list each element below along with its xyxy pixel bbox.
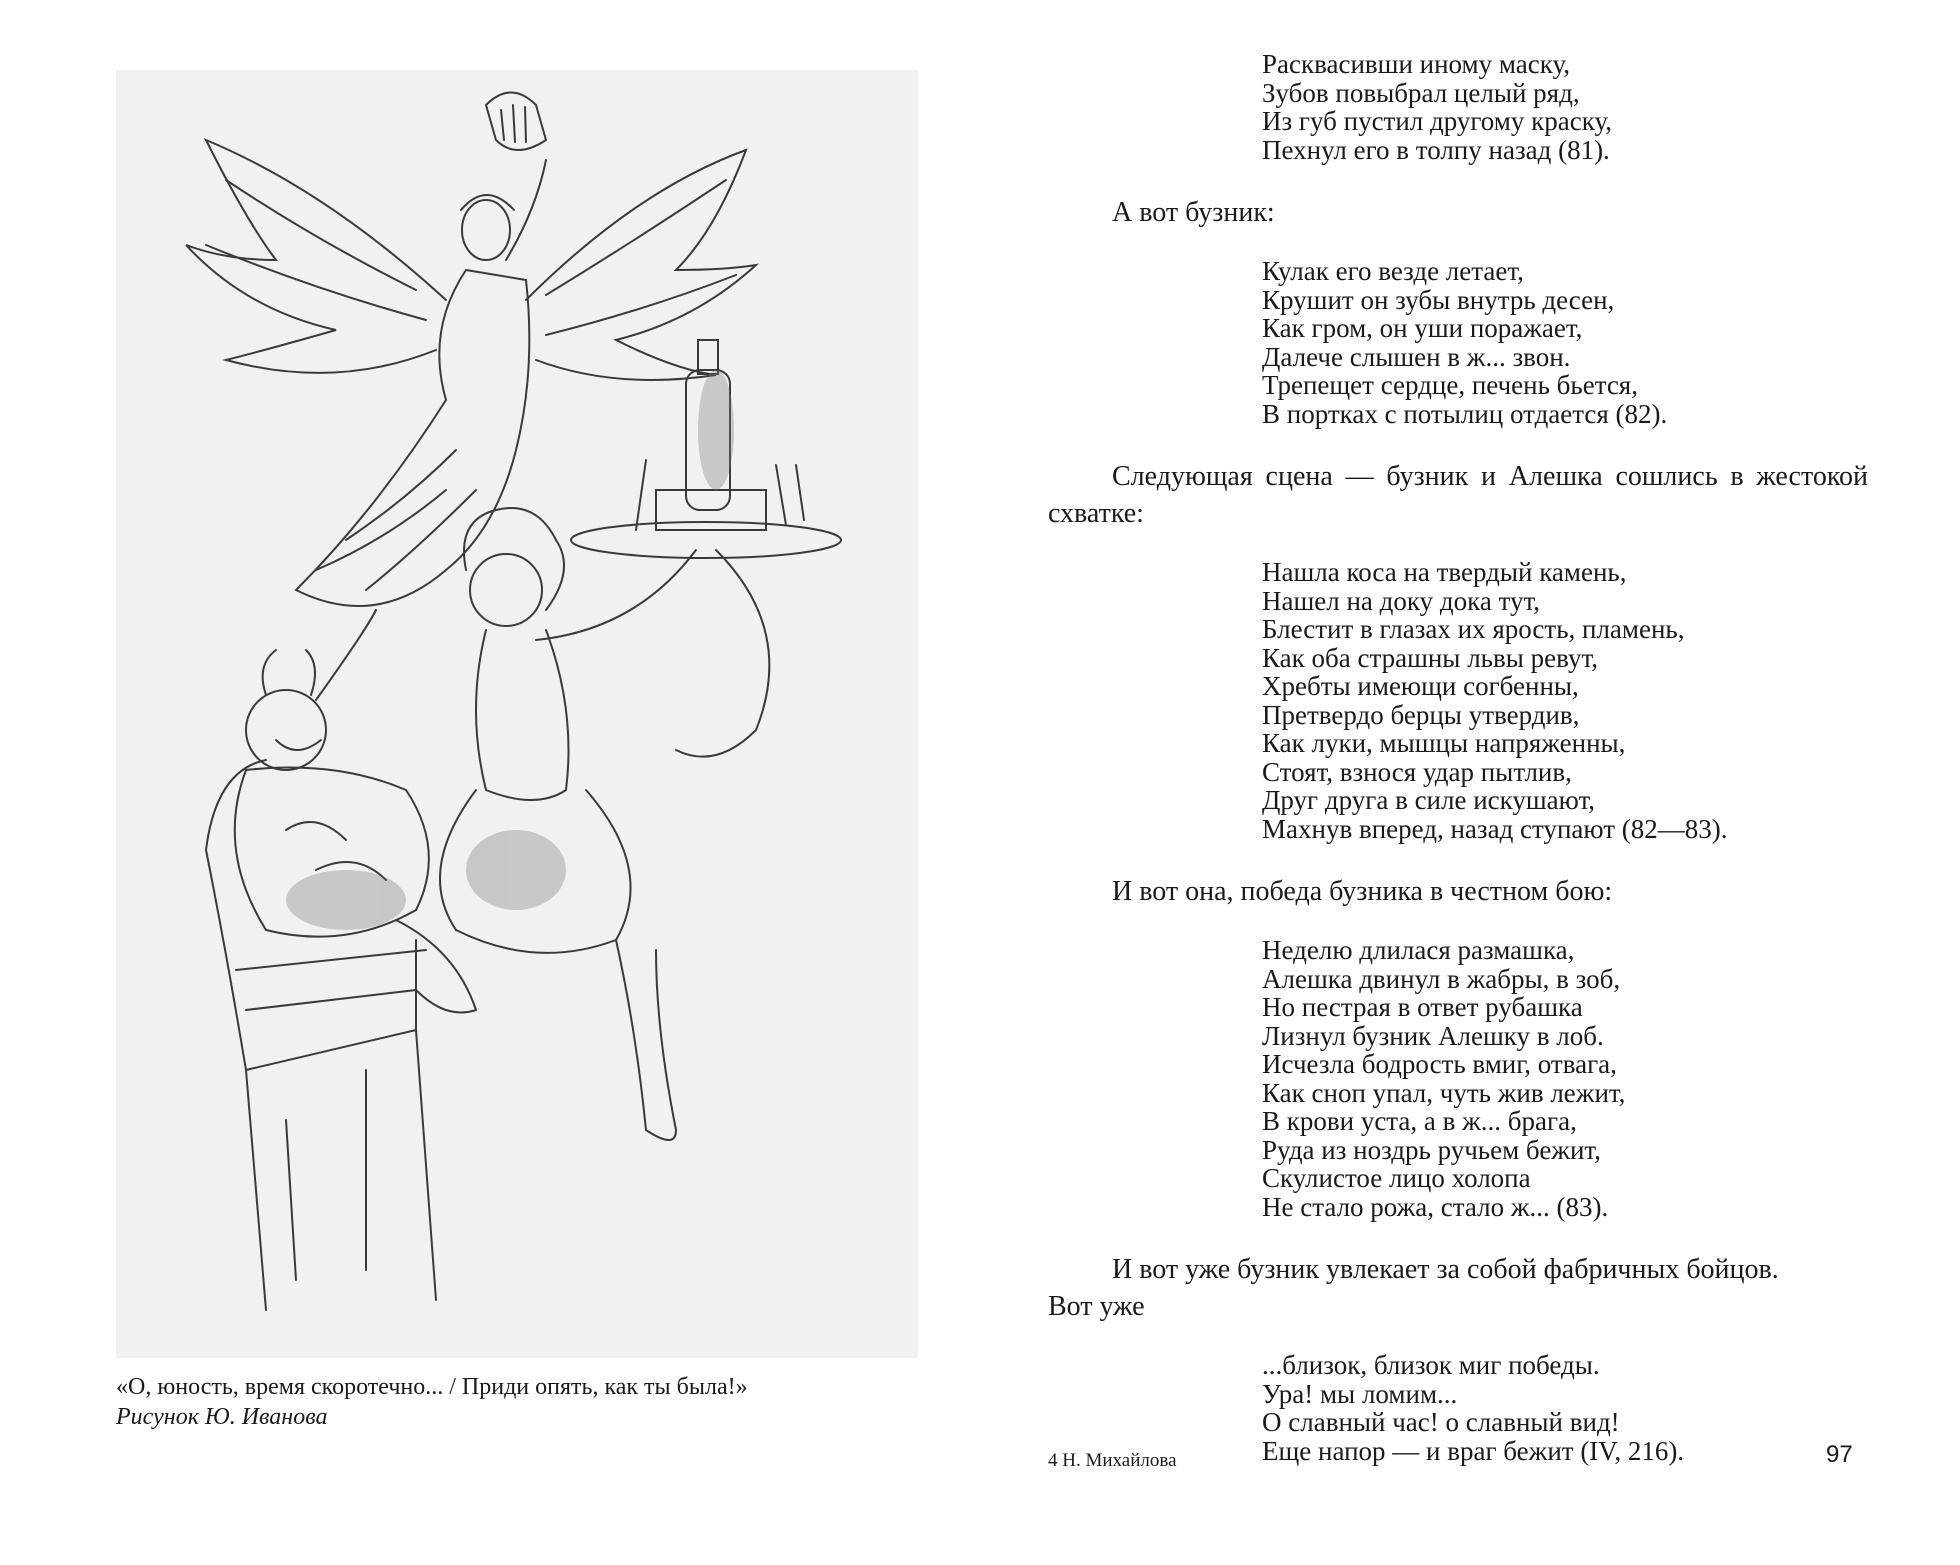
verse-line: Хребты имеющи согбенны,: [1262, 671, 1579, 701]
verse-line: Еще напор — и враг бежит (IV, 216).: [1262, 1435, 1685, 1466]
verse-line: Руда из ноздрь ручьем бежит,: [1262, 1134, 1601, 1165]
verse-line: Ура! мы ломим...: [1262, 1378, 1458, 1409]
verse-line: Нашел на доку дока тут,: [1262, 585, 1541, 616]
verse-line: Нашла коса на твердый камень,: [1262, 557, 1627, 587]
sketch-svg: [116, 70, 918, 1358]
verse-line: Пехнул его в толпу назад (81).: [1262, 134, 1610, 165]
footer-signature: 4 Н. Михайлова: [1048, 1450, 1177, 1471]
verse-line: Скулистое лицо холопа: [1262, 1163, 1531, 1193]
verse-line: Из губ пустил другому краску,: [1262, 106, 1612, 136]
illustration-caption: [116, 1372, 936, 1432]
verse-line: Как луки, мышцы напряженны,: [1262, 728, 1626, 758]
verse-line: Кулак его везде летает,: [1262, 256, 1524, 286]
verse-line: Друг друга в силе искушают,: [1262, 785, 1595, 815]
page-number: 97: [1826, 1441, 1853, 1468]
caption-credit: Рисунок Ю. Иванова: [116, 1404, 328, 1430]
paragraph-4-continuation: Вот уже: [1048, 1291, 1145, 1322]
paragraph-4: [1048, 1251, 1868, 1325]
paragraph-3: И вот она, победа бузника в честном бою:: [1112, 876, 1613, 907]
stanza-1: [1262, 50, 1868, 164]
stanza-3: [1262, 558, 1868, 843]
verse-line: Как оба страшны львы ревут,: [1262, 642, 1598, 673]
verse-line: О славный час! о славный вид!: [1262, 1407, 1620, 1437]
verse-line: Стоят, взнося удар пытлив,: [1262, 756, 1572, 787]
illustration-drawing: [116, 70, 918, 1358]
verse-line: Расквасивши иному маску,: [1262, 49, 1571, 79]
verse-line: В портках с потылиц отдается (82).: [1262, 398, 1668, 429]
verse-line: Неделю длилася размашка,: [1262, 935, 1575, 965]
stanza-5: [1262, 1351, 1868, 1465]
verse-line: Лизнул бузник Алешку в лоб.: [1262, 1020, 1604, 1051]
verse-line: Махнув вперед, назад ступают (82—83).: [1262, 813, 1728, 844]
verse-line: Не стало рожа, стало ж... (83).: [1262, 1191, 1609, 1222]
stanza-2: [1262, 257, 1868, 428]
verse-line: В крови уста, а в ж... брага,: [1262, 1106, 1577, 1136]
stanza-4: [1262, 936, 1868, 1221]
paragraph-1: А вот бузник:: [1112, 197, 1275, 228]
verse-line: Претвердо берцы утвердив,: [1262, 699, 1580, 730]
verse-line: Как гром, он уши поражает,: [1262, 313, 1583, 343]
verse-line: Крушит он зубы внутрь десен,: [1262, 284, 1615, 315]
verse-line: Блестит в глазах их ярость, пламень,: [1262, 614, 1685, 644]
right-page-text: [1048, 50, 1868, 1465]
verse-line: Исчезла бодрость вмиг, отвага,: [1262, 1049, 1617, 1079]
caption-quote: «О, юность, время скоротечно... / Приди опять, как ты была!»: [116, 1374, 748, 1400]
verse-line: Далече слышен в ж... звон.: [1262, 341, 1571, 372]
verse-line: Но пестрая в ответ рубашка: [1262, 992, 1583, 1022]
paragraph-4-text: И вот уже бузник увлекает за собой фабричных бойцов.: [1112, 1254, 1779, 1285]
verse-line: Как сноп упал, чуть жив лежит,: [1262, 1077, 1626, 1108]
verse-line: Алешка двинул в жабры, в зоб,: [1262, 963, 1621, 994]
verse-line: Зубов повыбрал целый ряд,: [1262, 77, 1580, 108]
verse-line: Трепещет сердце, печень бьется,: [1262, 370, 1638, 400]
verse-line: ...близок, близок миг победы.: [1262, 1350, 1600, 1380]
paragraph-2: Следующая сцена — бузник и Алешка сошлись в жестокой схватке:: [1048, 461, 1868, 529]
